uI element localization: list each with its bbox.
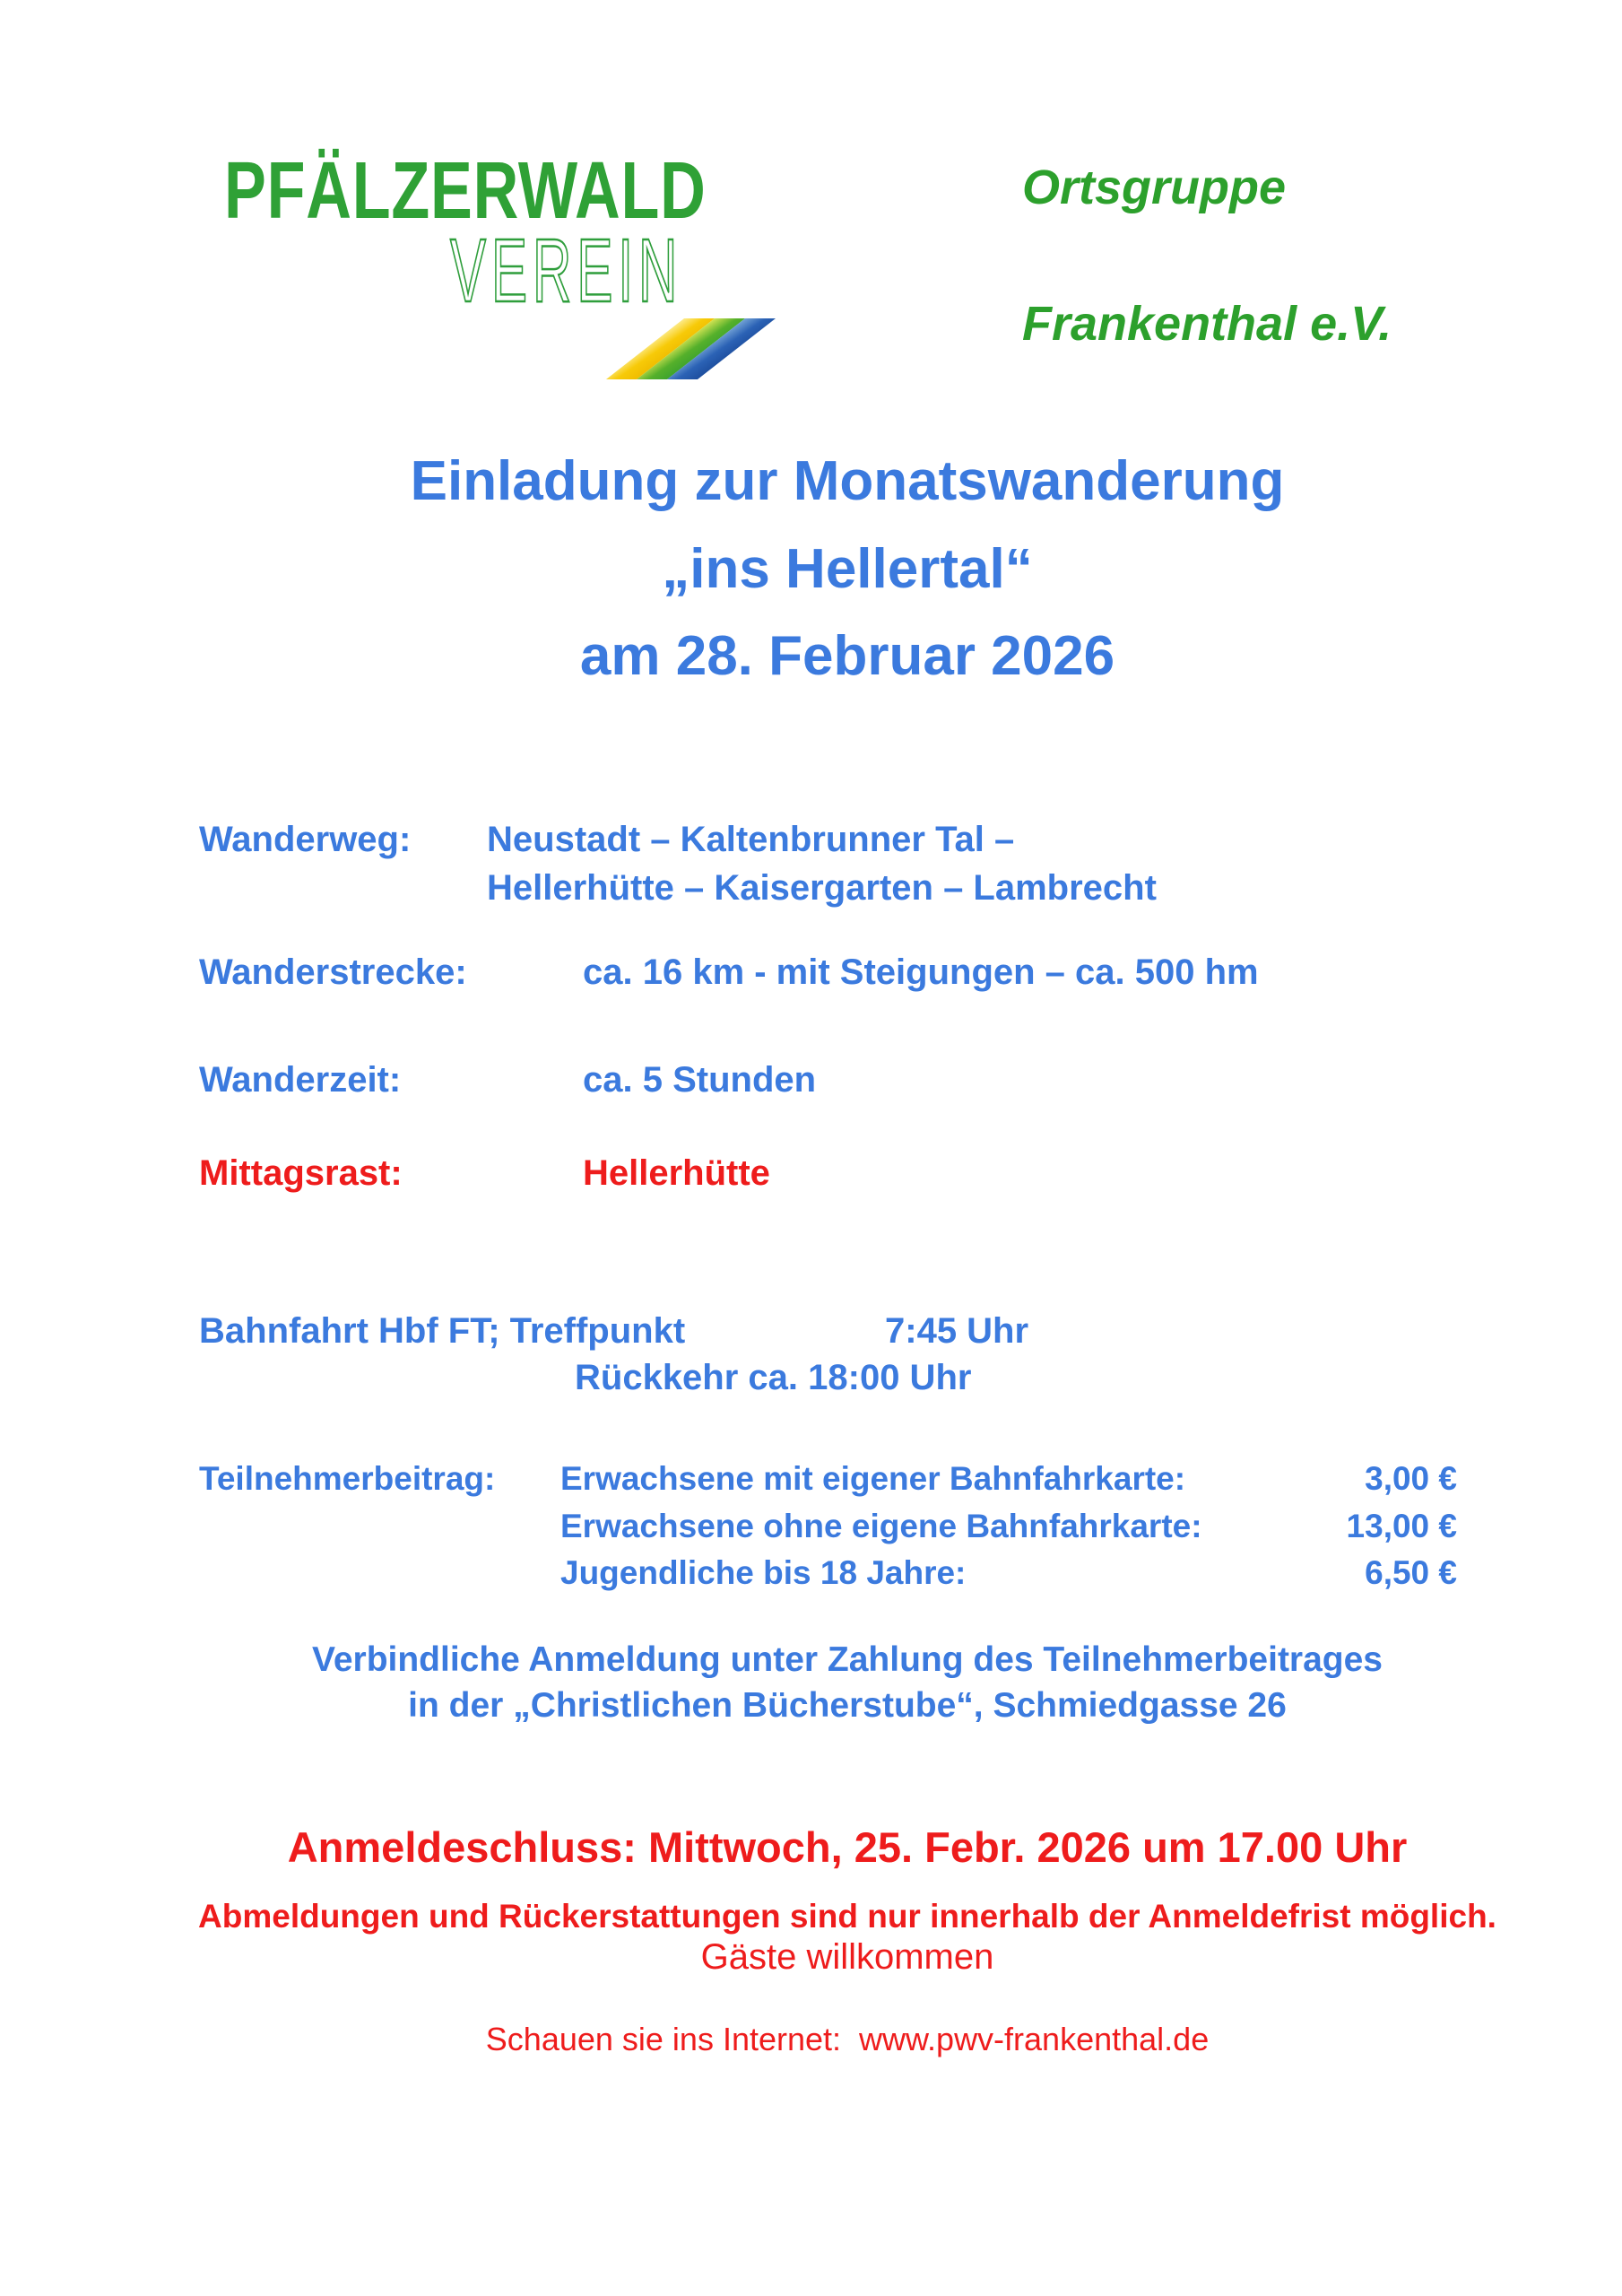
website-note: Schauen sie ins Internet: www.pwv-frankenthal.de <box>485 2021 1210 2057</box>
mittagsrast-value: Hellerhütte <box>583 1153 770 1193</box>
org-group-label: Ortsgruppe <box>1022 161 1287 214</box>
fee-price: 3,00 € <box>1365 1460 1457 1497</box>
wanderweg-value-line-1: Neustadt – Kaltenbrunner Tal – <box>487 820 1015 859</box>
wanderstrecke-value: ca. 16 km - mit Steigungen – ca. 500 hm <box>583 952 1259 992</box>
rueckkehr-line: Rückkehr ca. 18:00 Uhr <box>575 1358 972 1397</box>
fees-label: Teilnehmerbeitrag: <box>199 1460 496 1497</box>
invitation-title-line-3: am 28. Februar 2026 <box>579 625 1115 687</box>
wanderstrecke-label: Wanderstrecke: <box>199 952 467 992</box>
fee-price: 13,00 € <box>1346 1508 1457 1544</box>
fee-description: Erwachsene ohne eigene Bahnfahrkarte: <box>560 1508 1202 1544</box>
invitation-title-line-1: Einladung zur Monatswanderung <box>410 450 1285 512</box>
logo-text-pfaelzerwald: PFÄLZERWALD <box>224 146 707 236</box>
logo-ribbon-icon <box>684 318 776 379</box>
fee-description: Jugendliche bis 18 Jahre: <box>560 1554 967 1591</box>
fee-price: 6,50 € <box>1365 1554 1457 1591</box>
registration-line-2: in der „Christlichen Bücherstube“, Schmiedgasse 26 <box>408 1686 1287 1725</box>
invitation-title-line-2: „ins Hellertal“ <box>662 538 1033 600</box>
treffpunkt-time: 7:45 Uhr <box>885 1311 1029 1351</box>
bahnfahrt-label: Bahnfahrt Hbf FT; Treffpunkt <box>199 1311 686 1351</box>
mittagsrast-label: Mittagsrast: <box>199 1153 403 1193</box>
wanderzeit-value: ca. 5 Stunden <box>583 1060 817 1100</box>
org-name-label: Frankenthal e.V. <box>1022 297 1392 351</box>
logo-text-verein: VEREIN <box>450 221 683 321</box>
guests-note: Gäste willkommen <box>700 1937 994 1977</box>
wanderweg-label: Wanderweg: <box>199 820 412 859</box>
wanderzeit-label: Wanderzeit: <box>199 1060 402 1100</box>
registration-line-1: Verbindliche Anmeldung unter Zahlung des Teilnehmerbeitrages <box>311 1640 1383 1679</box>
cancellation-note: Abmeldungen und Rückerstattungen sind nur innerhalb der Anmeldefrist möglich. <box>198 1898 1496 1935</box>
fee-description: Erwachsene mit eigener Bahnfahrkarte: <box>560 1460 1186 1497</box>
wanderweg-value-line-2: Hellerhütte – Kaisergarten – Lambrecht <box>487 868 1157 908</box>
deadline-line: Anmeldeschluss: Mittwoch, 25. Febr. 2026 um 17.00 Uhr <box>287 1823 1408 1871</box>
